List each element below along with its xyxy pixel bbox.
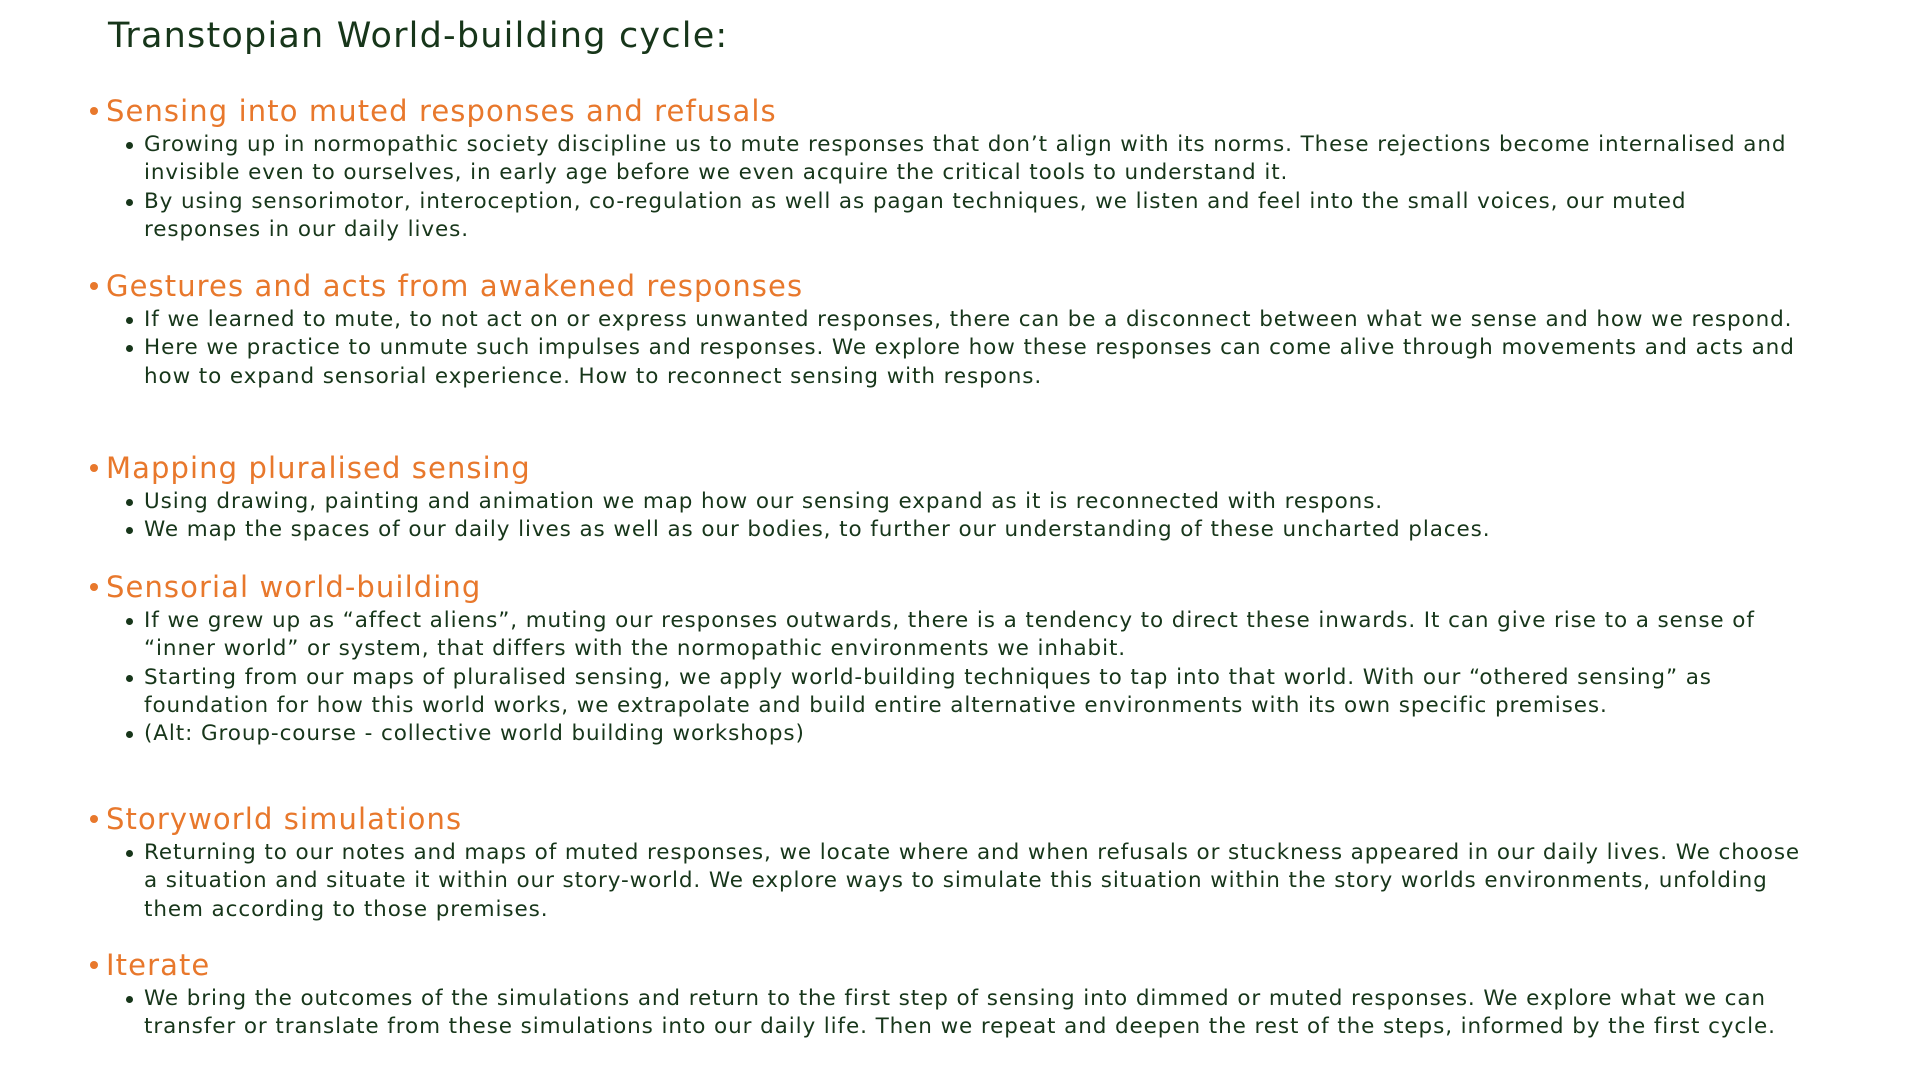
- bullet-icon: [126, 142, 133, 149]
- section-mapping: [90, 448, 1830, 545]
- list-item: [126, 334, 1830, 391]
- section-title: Sensorial world-building: [106, 570, 482, 604]
- list-item-text: We map the spaces of our daily lives as well as our bodies, to further our understanding of these uncharted places.: [144, 517, 1491, 543]
- bullet-icon: [90, 464, 98, 472]
- section-heading: [90, 799, 1830, 839]
- list-item: [126, 188, 1830, 245]
- list-item: [126, 720, 1830, 748]
- section-gestures: [90, 266, 1830, 391]
- section-title: Storyworld simulations: [106, 802, 463, 836]
- list-item: [126, 488, 1830, 516]
- bullet-icon: [90, 815, 98, 823]
- list-item-text: We bring the outcomes of the simulations and return to the first step of sensing into dimmed or muted responses. We explore what we can transfer or translate from these simulations into our daily life. Then we repeat and deepen the rest of the steps, informed by the first cycle.: [144, 986, 1776, 1040]
- bullet-icon: [126, 317, 133, 324]
- list-item-text: Using drawing, painting and animation we map how our sensing expand as it is reconnected with respons.: [144, 489, 1384, 514]
- bullet-list: [90, 488, 1830, 545]
- section-title: Sensing into muted responses and refusals: [106, 94, 777, 128]
- section-iterate: [90, 945, 1830, 1042]
- list-item-text: If we grew up as “affect aliens”, muting our responses outwards, there is a tendency to direct these inwards. It can give rise to a sense of “inner world” or system, that differs with the normopathic environments we inhabit.: [144, 608, 1755, 662]
- bullet-icon: [90, 961, 98, 969]
- page-title: Transtopian World-building cycle:: [108, 16, 729, 56]
- section-world-building: [90, 567, 1830, 748]
- list-item-text: (Alt: Group-course - collective world building workshops): [144, 721, 805, 747]
- list-item-text: Starting from our maps of pluralised sensing, we apply world-building techniques to tap into that world. With our “othered sensing” as foundation for how this world works, we extrapolate and build entire alternative environments with its own specific premises.: [144, 664, 1712, 718]
- bullet-list: [90, 131, 1830, 244]
- bullet-icon: [126, 499, 133, 506]
- section-heading: [90, 266, 1830, 306]
- bullet-icon: [90, 107, 98, 115]
- list-item: [126, 839, 1830, 924]
- list-item: [126, 306, 1830, 334]
- bullet-list: [90, 839, 1830, 924]
- list-item: [126, 131, 1830, 188]
- bullet-icon: [126, 345, 133, 352]
- bullet-list: [90, 607, 1830, 748]
- list-item-text: Returning to our notes and maps of muted responses, we locate where and when refusals or stuckness appeared in our daily lives. We choose a situation and situate it within our story-world. We explore ways to simulate this situation within the story worlds environments, unfolding them according to those premises.: [144, 840, 1801, 922]
- bullet-list: [90, 306, 1830, 391]
- list-item-text: Growing up in normopathic society discipline us to mute responses that don’t align with its norms. These rejections become internalised and invisible even to ourselves, in early age before we even acquire the critical tools to understand it.: [144, 132, 1787, 186]
- bullet-icon: [126, 850, 133, 857]
- section-title: Iterate: [106, 948, 211, 982]
- list-item: [126, 516, 1830, 544]
- list-item-text: Here we practice to unmute such impulses and responses. We explore how these responses can come alive through movements and acts and how to expand sensorial experience. How to reconnect sensing with respons.: [144, 335, 1795, 389]
- bullet-icon: [126, 618, 133, 625]
- list-item-text: By using sensorimotor, interoception, co-regulation as well as pagan techniques, we listen and feel into the small voices, our muted responses in our daily lives.: [144, 188, 1687, 242]
- section-heading: [90, 448, 1830, 488]
- bullet-icon: [126, 527, 133, 534]
- bullet-icon: [126, 996, 133, 1003]
- list-item: [126, 985, 1830, 1042]
- bullet-list: [90, 985, 1830, 1042]
- section-storyworld: [90, 799, 1830, 924]
- section-heading: [90, 91, 1830, 131]
- bullet-icon: [90, 282, 98, 290]
- list-item: [126, 664, 1830, 721]
- bullet-icon: [126, 731, 133, 738]
- section-heading: [90, 945, 1830, 985]
- bullet-icon: [126, 675, 133, 682]
- section-title: Gestures and acts from awakened responses: [106, 269, 804, 303]
- section-sensing: [90, 91, 1830, 244]
- bullet-icon: [126, 199, 133, 206]
- list-item: [126, 607, 1830, 664]
- section-title: Mapping pluralised sensing: [106, 451, 531, 485]
- bullet-icon: [90, 583, 98, 591]
- list-item-text: If we learned to mute, to not act on or express unwanted responses, there can be a disconnect between what we sense and how we respond.: [144, 307, 1793, 332]
- section-heading: [90, 567, 1830, 607]
